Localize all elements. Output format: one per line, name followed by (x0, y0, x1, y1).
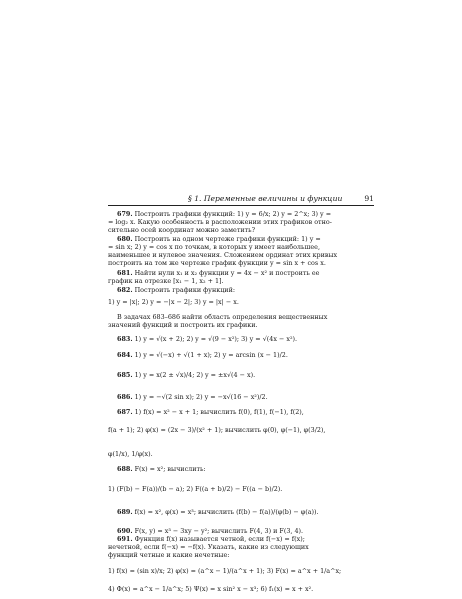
text-line: нечетной, если f(−x) = −f(x). Указать, какие из следующих (108, 543, 309, 551)
text-line: график на отрезке [x₁ − 1, x₂ + 1]. (108, 277, 224, 285)
text-line: 680. Построить на одном чертеже графики функций: 1) y = (117, 235, 321, 243)
text-line: 691. Функция f(x) называется четной, если f(−x) = f(x); (117, 535, 305, 543)
text-line: наименьшее и нулевое значения. Сложением ординат этих кривых (108, 251, 338, 259)
text-line: 1) (F(b) − F(a))/(b − a); 2) F((a + b)/2) − F((a − b)/2). (108, 485, 283, 493)
text-line: φ(1/x), 1/φ(x). (108, 450, 153, 458)
text-line: 1) y = |x|; 2) y = −|x − 2|; 3) y = |x| − x. (108, 298, 239, 306)
text-line: сительно осей координат можно заметить? (108, 226, 256, 234)
text-line: 4) Φ(x) = a^x − 1/a^x; 5) Ψ(x) = x sin² x − x³; 6) f₁(x) = x + x². (108, 585, 314, 593)
text-line: 682. Построить графики функций: (117, 286, 235, 294)
text-line: 685. 1) y = x(2 ± √x)/4; 2) y = ±x√(4 − x). (117, 371, 256, 379)
text-line: 688. F(x) = x²; вычислить: (117, 465, 206, 473)
text-line: 690. F(x, y) = x³ − 3xy − y²; вычислить F(4, 3) и F(3, 4). (117, 527, 304, 535)
text-line: функций четные и какие нечетные: (108, 551, 230, 559)
text-line: 687. 1) f(x) = x² − x + 1; вычислить f(0), f(1), f(−1), f(2), (117, 408, 304, 416)
text-line: = sin x; 2) y = cos x по точкам, в которых y имеет наибольшее, (108, 243, 320, 251)
text-line: 686. 1) y = −√(2 sin x); 2) y = −x√(16 − x²)/2. (117, 393, 268, 401)
text-line: 1) f(x) = (sin x)/x; 2) φ(x) = (a^x − 1)/(a^x + 1); 3) F(x) = a^x + 1/a^x; (108, 567, 342, 575)
text-line: 689. f(x) = x², φ(x) = x³; вычислить (f(b) − f(a))/(φ(b) − φ(a)). (117, 508, 319, 516)
text-line: = log₂ x. Какую особенность в расположении этих графиков отно- (108, 218, 332, 226)
text-line: В задачах 683–686 найти область определения вещественных (117, 313, 328, 321)
section-title: § 1. Переменные величины и функции (188, 194, 343, 203)
text-line: 683. 1) y = √(x + 2); 2) y = √(9 − x²); 3) y = √(4x − x²). (117, 335, 298, 343)
text-line: построить на том же чертеже график функции y = sin x + cos x. (108, 259, 326, 267)
text-line: 679. Построить графики функций: 1) y = 6/x; 2) y = 2^x; 3) y = (117, 210, 332, 218)
header-rule (108, 205, 374, 206)
text-line: f(a + 1); 2) φ(x) = (2x − 3)/(x² + 1); вычислить φ(0), φ(−1), φ(3/2), (108, 426, 326, 434)
text-line: 681. Найти нули x₁ и x₂ функции y = 4x − x² и построить ее (117, 269, 320, 277)
text-line: 684. 1) y = √(−x) + √(1 + x); 2) y = arcsin (x − 1)/2. (117, 351, 288, 359)
page-number: 91 (364, 194, 374, 203)
text-line: значений функций и построить их графики. (108, 321, 258, 329)
